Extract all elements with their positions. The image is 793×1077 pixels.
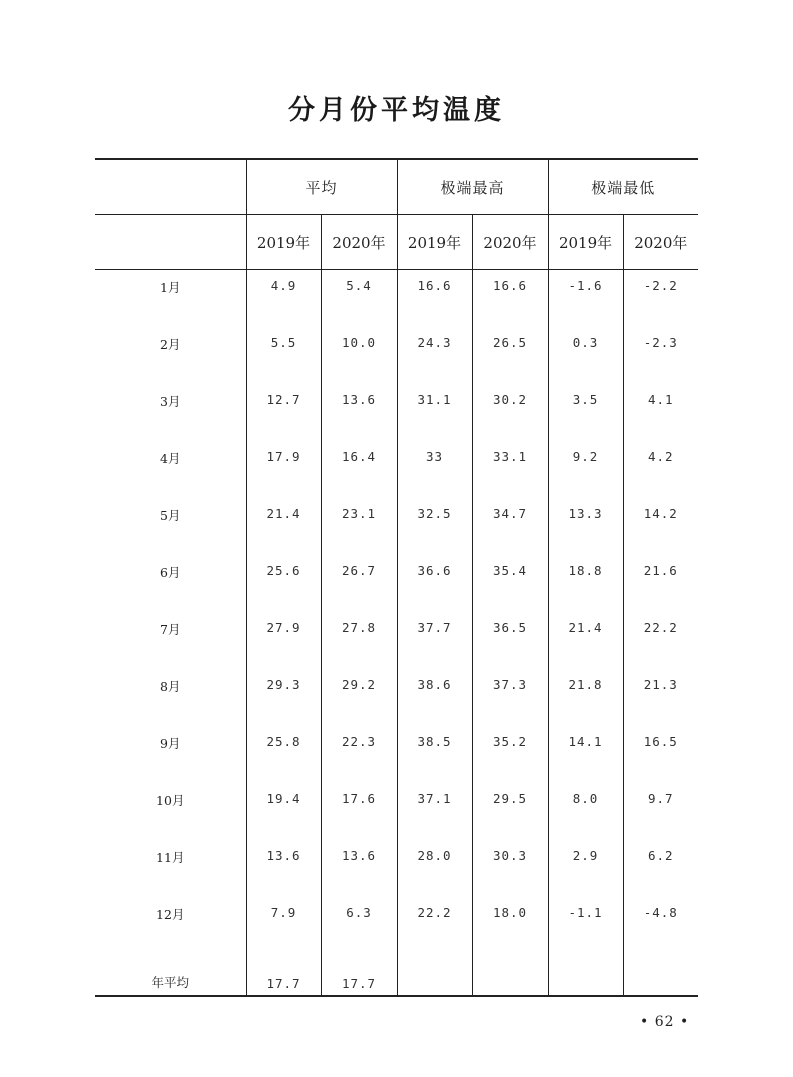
annual-empty-cell [472,954,548,996]
header-group-extreme-max: 极端最高 [397,159,548,215]
month-label: 4月 [160,450,181,466]
annual-avg-2020: 17.7 [321,954,397,996]
value-cell-avg20: 5.4 [321,270,397,327]
value-cell-max19: 28.0 [397,840,472,897]
temperature-table [95,158,698,997]
month-label: 5月 [160,507,181,523]
year-header-row [95,215,698,270]
value-cell-max19: 22.2 [397,897,472,954]
annual-empty-cell [397,954,472,996]
value-cell-min19: -1.1 [548,897,623,954]
value-cell-avg20: 13.6 [321,384,397,441]
value-cell-avg19: 29.3 [246,669,321,726]
year-header-blank [95,215,246,270]
value-cell-max19: 38.6 [397,669,472,726]
value-cell-avg19: 7.9 [246,897,321,954]
value-cell-min19: 13.3 [548,498,623,555]
page-title: 分月份平均温度 [288,95,505,126]
value-cell-avg20: 6.3 [321,897,397,954]
value-cell-max20: 35.2 [472,726,548,783]
month-label: 12月 [156,906,185,922]
value-cell-max19: 36.6 [397,555,472,612]
value-cell-max19: 32.5 [397,498,472,555]
header-row [95,159,698,215]
value-cell-min19: 18.8 [548,555,623,612]
value-cell-min19: 21.8 [548,669,623,726]
value-cell-max19: 31.1 [397,384,472,441]
month-label: 2月 [160,336,181,352]
value-cell-min20: 16.5 [623,726,698,783]
table-row [95,840,698,897]
table-row [95,612,698,669]
year-header: 2020年 [472,215,548,270]
table-row [95,498,698,555]
table-row [95,669,698,726]
value-cell-avg20: 10.0 [321,327,397,384]
annual-average-row [95,954,698,996]
table-row [95,327,698,384]
value-cell-max20: 30.2 [472,384,548,441]
value-cell-avg19: 4.9 [246,270,321,327]
value-cell-max19: 37.1 [397,783,472,840]
value-cell-max20: 35.4 [472,555,548,612]
table-row [95,441,698,498]
table-row [95,783,698,840]
value-cell-avg20: 27.8 [321,612,397,669]
table-row [95,384,698,441]
month-label: 9月 [160,735,181,751]
month-label: 7月 [160,621,181,637]
value-cell-avg20: 16.4 [321,441,397,498]
value-cell-avg20: 26.7 [321,555,397,612]
value-cell-max20: 36.5 [472,612,548,669]
value-cell-min19: 21.4 [548,612,623,669]
value-cell-avg19: 19.4 [246,783,321,840]
value-cell-max19: 33 [397,441,472,498]
value-cell-avg19: 13.6 [246,840,321,897]
year-header: 2020年 [321,215,397,270]
value-cell-min19: 0.3 [548,327,623,384]
header-group-average: 平均 [246,159,397,215]
value-cell-max20: 29.5 [472,783,548,840]
month-label: 10月 [156,792,185,808]
month-label: 3月 [160,393,181,409]
value-cell-avg19: 12.7 [246,384,321,441]
annual-avg-2019: 17.7 [246,954,321,996]
value-cell-min20: 21.6 [623,555,698,612]
annual-empty-cell [548,954,623,996]
value-cell-avg19: 25.6 [246,555,321,612]
table-row [95,555,698,612]
value-cell-max19: 24.3 [397,327,472,384]
value-cell-max20: 16.6 [472,270,548,327]
value-cell-max20: 34.7 [472,498,548,555]
annual-empty-cell [623,954,698,996]
value-cell-max19: 16.6 [397,270,472,327]
value-cell-min20: 21.3 [623,669,698,726]
value-cell-max20: 37.3 [472,669,548,726]
header-blank [95,159,246,215]
value-cell-min19: 14.1 [548,726,623,783]
value-cell-min20: 4.1 [623,384,698,441]
month-label: 8月 [160,678,181,694]
table-row [95,897,698,954]
value-cell-min20: -2.3 [623,327,698,384]
page-number: • 62 • [640,1014,690,1030]
value-cell-min20: 22.2 [623,612,698,669]
value-cell-min19: 2.9 [548,840,623,897]
value-cell-min19: 8.0 [548,783,623,840]
year-header: 2019年 [397,215,472,270]
value-cell-avg20: 13.6 [321,840,397,897]
value-cell-max20: 26.5 [472,327,548,384]
value-cell-min20: 14.2 [623,498,698,555]
annual-average-label: 年平均 [95,954,246,996]
header-group-extreme-min: 极端最低 [548,159,698,215]
value-cell-avg20: 29.2 [321,669,397,726]
year-header: 2019年 [548,215,623,270]
value-cell-avg19: 27.9 [246,612,321,669]
value-cell-min20: -4.8 [623,897,698,954]
value-cell-max19: 37.7 [397,612,472,669]
value-cell-min20: 9.7 [623,783,698,840]
month-label: 1月 [160,280,181,295]
value-cell-max20: 33.1 [472,441,548,498]
table-row [95,726,698,783]
table-row [95,270,698,327]
month-label: 11月 [156,849,185,865]
value-cell-max20: 30.3 [472,840,548,897]
value-cell-min19: 3.5 [548,384,623,441]
value-cell-avg20: 22.3 [321,726,397,783]
value-cell-max20: 18.0 [472,897,548,954]
value-cell-avg20: 23.1 [321,498,397,555]
value-cell-avg20: 17.6 [321,783,397,840]
value-cell-avg19: 25.8 [246,726,321,783]
value-cell-avg19: 17.9 [246,441,321,498]
value-cell-min19: 9.2 [548,441,623,498]
value-cell-max19: 38.5 [397,726,472,783]
year-header: 2019年 [246,215,321,270]
month-label: 6月 [160,564,181,580]
value-cell-avg19: 5.5 [246,327,321,384]
value-cell-min20: -2.2 [623,270,698,327]
value-cell-min19: -1.6 [548,270,623,327]
value-cell-avg19: 21.4 [246,498,321,555]
value-cell-min20: 6.2 [623,840,698,897]
value-cell-min20: 4.2 [623,441,698,498]
year-header: 2020年 [623,215,698,270]
